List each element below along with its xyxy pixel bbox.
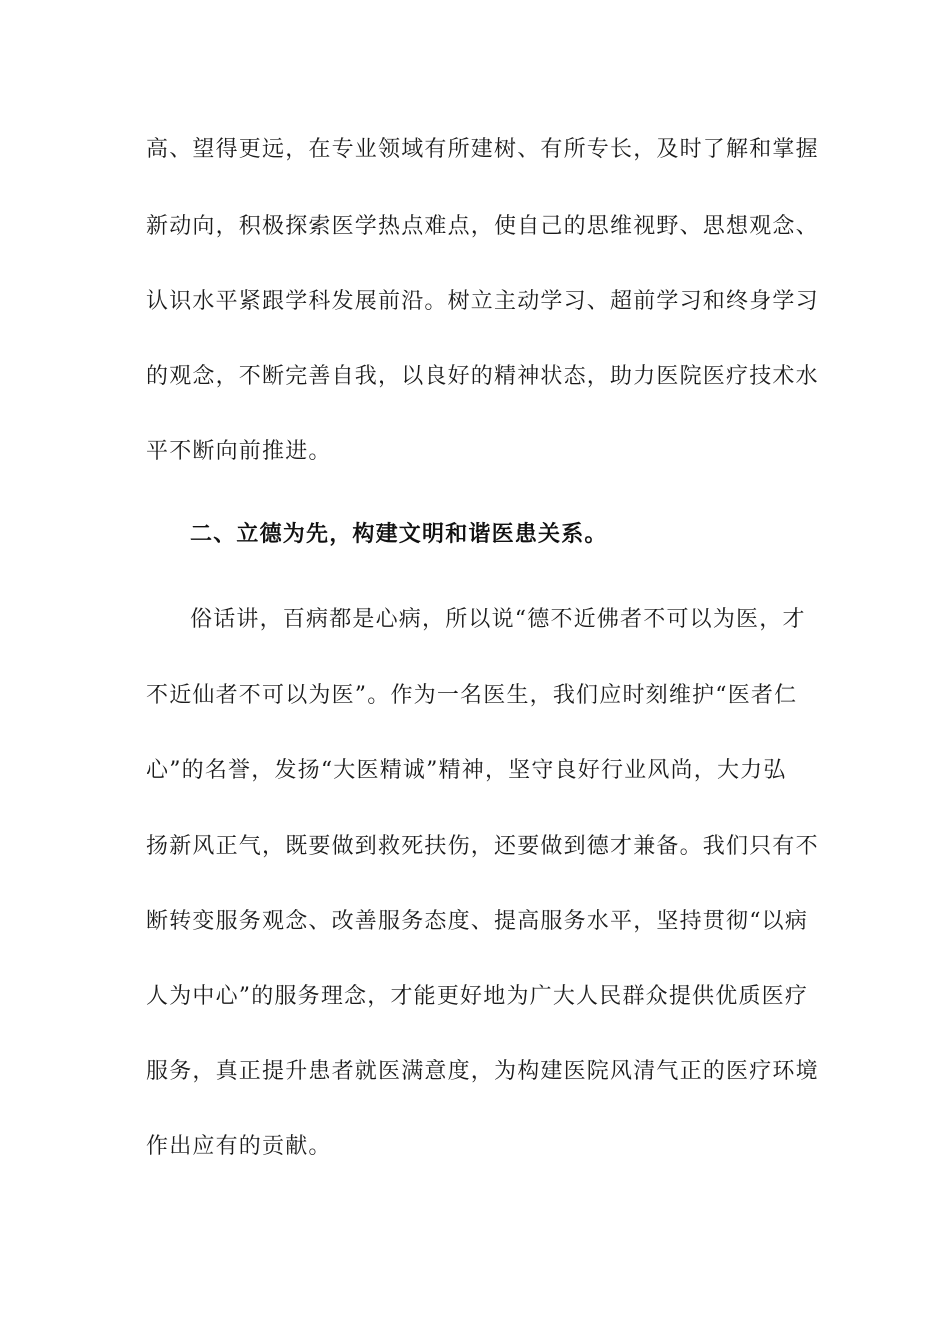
text-line: 断转变服务观念、改善服务态度、提高服务水平，坚持贯彻“以病 — [146, 909, 809, 934]
text-line: 俗话讲，百病都是心病，所以说“德不近佛者不可以为医，才 — [190, 607, 806, 632]
text-line: 扬新风正气，既要做到救死扶伤，还要做到德才兼备。我们只有不 — [146, 834, 819, 859]
text-line: 新动向，积极探索医学热点难点，使自己的思维视野、思想观念、 — [146, 214, 819, 239]
text-line: 心”的名誉，发扬“大医精诚”精神，坚守良好行业风尚，大力弘 — [146, 758, 787, 783]
text-line: 人为中心”的服务理念，才能更好地为广大人民群众提供优质医疗 — [146, 984, 809, 1009]
text-line: 的观念，不断完善自我，以良好的精神状态，助力医院医疗技术水 — [146, 364, 819, 389]
text-line: 服务，真正提升患者就医满意度，为构建医院风清气正的医疗环境 — [146, 1059, 819, 1084]
text-line: 认识水平紧跟学科发展前沿。树立主动学习、超前学习和终身学习 — [146, 289, 819, 314]
section-heading: 二、立德为先，构建文明和谐医患关系。 — [190, 522, 608, 547]
text-line: 作出应有的贡献。 — [146, 1134, 332, 1159]
text-line: 不近仙者不可以为医”。作为一名医生，我们应时刻维护“医者仁 — [146, 683, 798, 708]
text-line: 高、望得更远，在专业领域有所建树、有所专长，及时了解和掌握 — [146, 137, 819, 162]
text-line: 平不断向前推进。 — [146, 439, 332, 464]
